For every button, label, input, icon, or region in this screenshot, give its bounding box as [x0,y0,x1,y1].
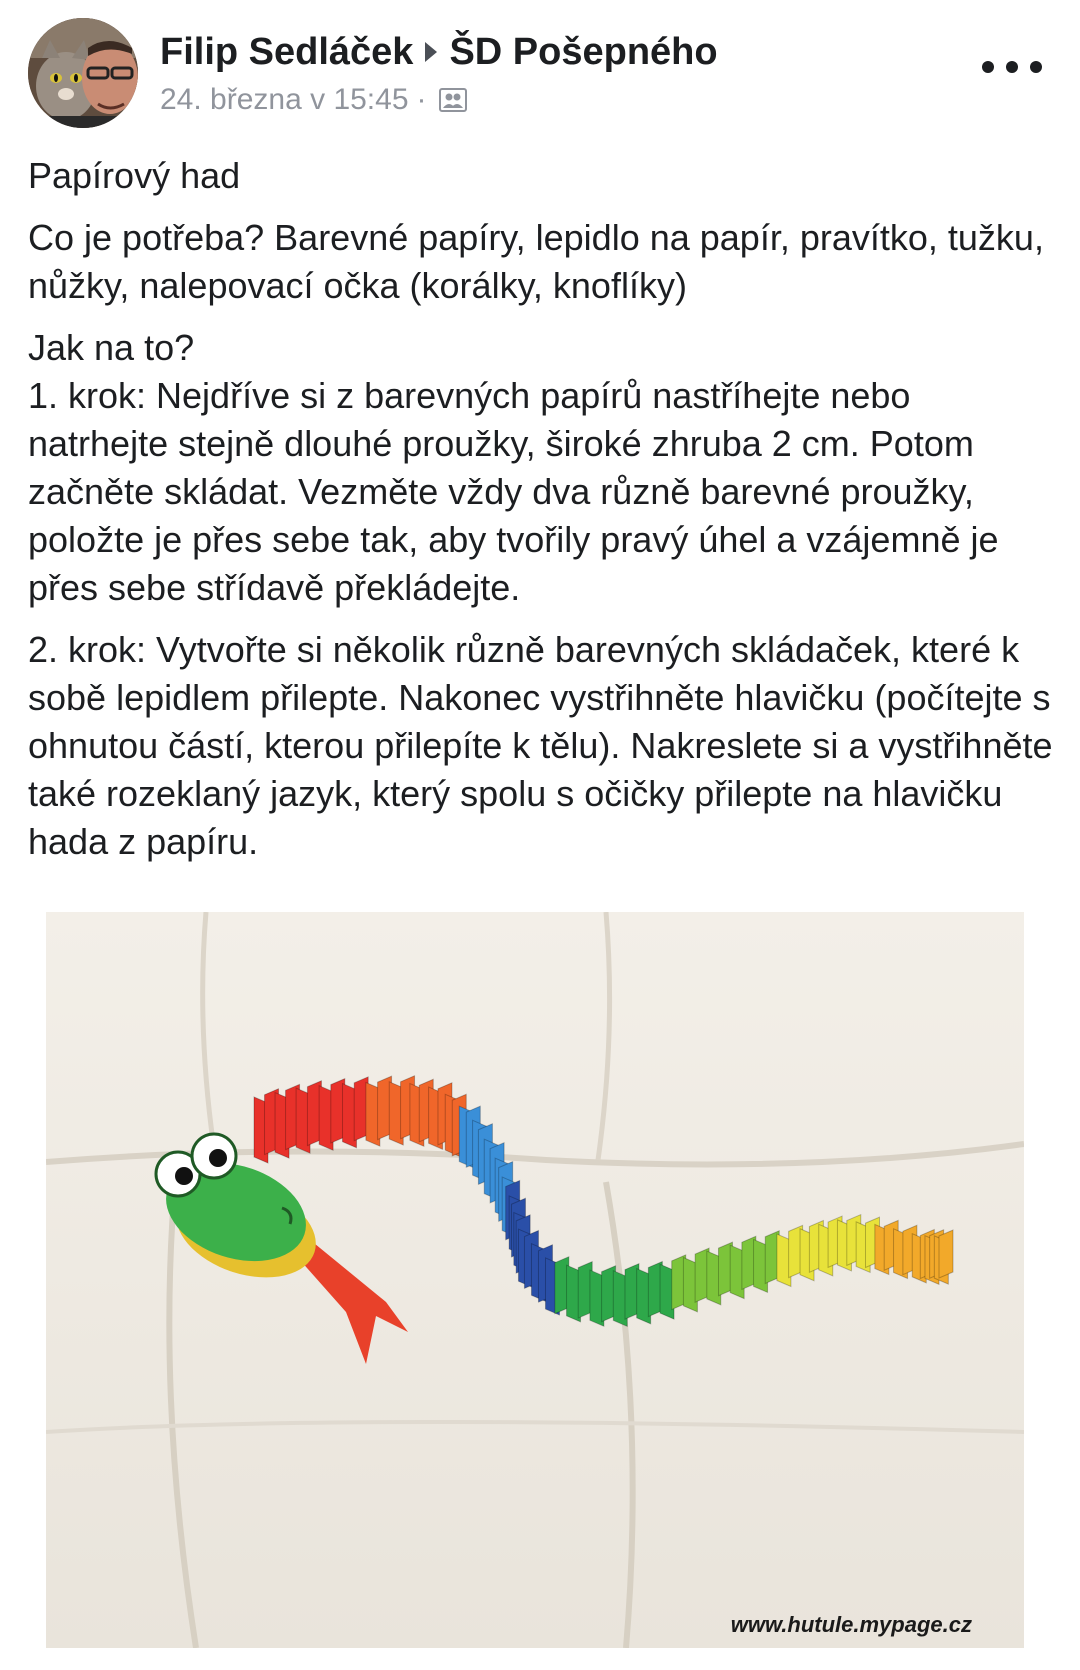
howto-heading: Jak na to? [28,327,195,368]
group-audience-icon[interactable] [439,88,467,112]
post-photo[interactable] [46,912,1024,1648]
post-timestamp[interactable]: 24. března v 15:45 [160,83,409,116]
more-dot [982,61,994,73]
header-text [160,28,960,120]
step-1: 1. krok: Nejdříve si z barevných papírů nastříhejte nebo natrhejte stejně dlouhé proužky, široké zhruba 2 cm. Potom začněte skládat. Vezměte vždy dva různě barevné proužky, položte je přes sebe tak, aby tvořily pravý úhel a vzájemně je přes sebe střídavě překládejte. [28,375,999,608]
meta-separator: · [416,83,427,116]
author-line [160,28,960,76]
post-body [28,152,1058,880]
photo-watermark: www.hutule.mypage.cz [730,1612,972,1637]
snake-segment [939,1230,953,1278]
more-dot [1030,61,1042,73]
post-materials: Co je potřeba? Barevné papíry, lepidlo na papír, pravítko, tužku, nůžky, nalepovací očka (korálky, knoflíky) [28,217,1044,306]
step-2: 2. krok: Vytvořte si několik různě barevných skládaček, které k sobě lepidlem přilepte. Nakonec vystřihněte hlavičku (počítejte s ohnutou částí, kterou přilepíte k tělu). Nakreslete si a vystřihněte také rozeklaný jazyk, který spolu s očičky přilepte na hlavičku hada z papíru. [28,629,1053,862]
more-options-icon[interactable] [982,52,1042,82]
group-name[interactable]: ŠD Pošepného [449,31,718,73]
avatar[interactable] [28,18,138,128]
author-name[interactable]: Filip Sedláček [160,31,414,73]
post-howto [28,324,1058,612]
post-title: Papírový had [28,155,241,196]
avatar-photo [28,18,138,128]
more-dot [1006,61,1018,73]
paper-snake-image [46,912,1024,1648]
post-header [0,0,1080,140]
arrow-right-icon [425,42,437,62]
meta-line [160,80,960,120]
